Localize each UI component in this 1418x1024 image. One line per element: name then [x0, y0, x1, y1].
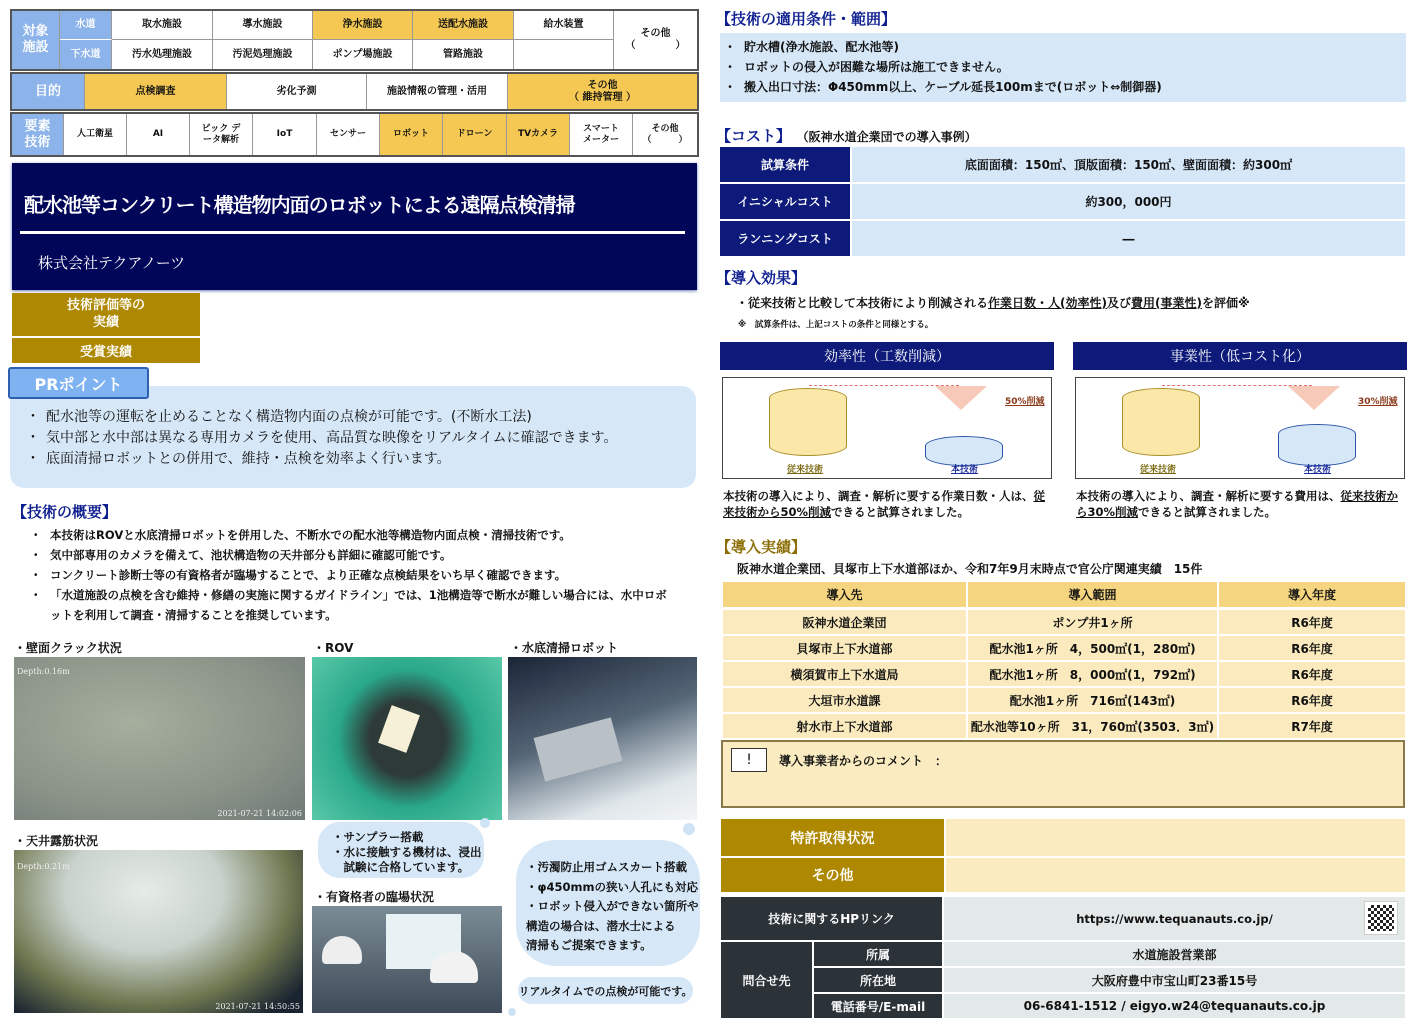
table-row: [723, 609, 1405, 634]
element-tech-item: センサー: [317, 114, 380, 155]
wall-crack-photo: [14, 657, 305, 820]
reduction-arrow-icon: [935, 386, 987, 410]
award-label: 受賞実績: [12, 338, 200, 363]
effect-text-underline: 従来技術から30%削減: [1076, 489, 1398, 519]
element-tech-item: 人工衛星: [64, 114, 127, 155]
cost-row-value: 約300，000円: [852, 184, 1405, 219]
table-row: [723, 661, 1405, 686]
pr-item: ・ 気中部と水中部は異なる専用カメラを使用、高品質な映像をリアルタイムに確認できます。: [26, 428, 617, 449]
effect-intro-underline: 作業日数・人(効率性): [988, 296, 1107, 310]
bubble-dot: [480, 818, 490, 828]
callout-line: 構造の場合は、潜水士による: [526, 918, 676, 933]
water-item: 送配水施設: [413, 11, 514, 40]
cost-row-label: 試算条件: [720, 147, 850, 182]
purpose-item: 施設情報の管理・活用: [367, 74, 508, 109]
pr-item: ・ 底面清掃ロボットとの併用で、維持・点検を効率よく行います。: [26, 449, 617, 470]
callout-line: ・ロボット侵入ができない箇所や: [526, 899, 699, 913]
result-client: 貝塚市上下水道部: [723, 636, 968, 660]
cleaner-photo-label: ・水底清掃ロボット: [510, 641, 619, 655]
helmet: [322, 936, 362, 964]
old-tech-cylinder: [769, 388, 847, 456]
effect-intro-text: ・従来技術と比較して本技術により削減される: [736, 296, 989, 310]
element-other-paren: （ ）: [642, 134, 688, 145]
comment-box: [721, 740, 1405, 808]
target-other: [614, 11, 697, 69]
qr-code-icon: [1365, 902, 1397, 934]
pr-list: [26, 407, 617, 470]
water-item: 浄水施設: [313, 11, 413, 40]
old-tech-label: 従来技術: [1140, 465, 1177, 475]
target-label: 対象施設: [12, 11, 60, 69]
result-client: 射水市上下水道部: [723, 714, 968, 738]
rov-callout: [318, 822, 484, 878]
overview-list: [30, 525, 670, 625]
conditions-heading: 【技術の適用条件・範囲】: [716, 10, 897, 28]
old-tech-label: 従来技術: [787, 465, 824, 475]
conditions-list: [724, 37, 1162, 97]
page-title: 配水池等コンクリート構造物内面のロボットによる遠隔点検清掃: [24, 193, 575, 217]
result-year: R6年度: [1291, 693, 1333, 708]
new-tech-label: 本技術: [951, 465, 979, 475]
purpose-item: 劣化予測: [227, 74, 367, 109]
sewer-item: 汚水処理施設: [112, 40, 213, 69]
callout-line: ・φ450mmの狭い人孔にも対応: [526, 879, 698, 894]
contact-row-label: 所属: [814, 942, 942, 966]
result-client: 大垣市水道課: [723, 688, 968, 712]
callout-line: 試験に合格しています。: [332, 860, 470, 874]
column-header: 導入年度: [1287, 588, 1336, 602]
cost-row-value: ―: [852, 221, 1405, 256]
effect-text: 本技術の導入により、調査・解析に要する費用は、: [1076, 489, 1341, 503]
robot-body: [534, 717, 623, 781]
effect-heading: 【導入効果】: [716, 269, 807, 287]
result-year: R6年度: [1291, 615, 1333, 630]
purpose-other-label: その他: [587, 79, 618, 91]
new-tech-label: 本技術: [1304, 465, 1332, 475]
ceiling-depth: Depth:0.21m: [17, 862, 70, 871]
callout-line: ・水に接触する機材は、浸出: [332, 845, 482, 859]
effect-intro-text: 及び: [1107, 296, 1132, 310]
hp-link-label: 技術に関するHPリンク: [721, 897, 942, 940]
bubble-dot: [508, 1008, 516, 1016]
cost-row-label: ランニングコスト: [720, 221, 850, 256]
hp-link-url[interactable]: https://www.tequanauts.co.jp/: [1076, 911, 1273, 926]
element-tech-item: ドローン: [443, 114, 507, 155]
rov-photo: [312, 657, 502, 820]
effect-intro-text: を評価※: [1202, 296, 1250, 310]
sewer-item: 管路施設: [413, 40, 514, 69]
pr-point-tab: PRポイント: [8, 367, 149, 399]
effect-chart: [722, 377, 1052, 479]
effect-text: できると試算されました。: [831, 505, 970, 519]
result-year: R7年度: [1291, 719, 1333, 734]
patent-value: [946, 819, 1405, 856]
purpose-other: [508, 74, 697, 109]
contact-label: 問合せ先: [721, 942, 812, 1018]
result-client: 阪神水道企業団: [723, 610, 968, 634]
company-name: 株式会社テクアノーツ: [38, 254, 186, 272]
realtime-callout: リアルタイムでの点検が可能です。: [518, 977, 693, 1004]
result-scope: ポンプ井1ヶ所: [968, 610, 1219, 634]
effect-note: ※ 試算条件は、上記コストの条件と同様とする。: [738, 320, 934, 330]
effect-intro-underline: 費用(事業性): [1131, 296, 1202, 310]
target-other-label: その他: [640, 28, 671, 39]
result-scope: 配水池1ヶ所 4，500㎡(1，280㎡): [968, 636, 1219, 660]
effect-description: [1076, 488, 1406, 520]
water-label: 水道: [60, 11, 112, 40]
ceiling-timestamp: 2021-07-21 14:50:55: [215, 1002, 300, 1011]
cost-subheading: （阪神水道企業団での導入事例）: [796, 130, 977, 144]
inspector-photo: [312, 906, 502, 1013]
callout-line: 清掃もご提案できます。: [526, 938, 652, 952]
crack-photo-label: ・壁面クラック状況: [14, 641, 122, 655]
other-value: [946, 858, 1405, 892]
patent-label: 特許取得状況: [721, 819, 944, 856]
reduction-arrow-icon: [1288, 386, 1340, 410]
results-summary: 阪神水道企業団、貝塚市上下水道部ほか、令和7年9月末時点で官公庁関連実績 15件: [737, 562, 1203, 576]
effect-panel-title: 事業性（低コスト化）: [1073, 342, 1407, 370]
element-tech-item: IoT: [253, 114, 317, 155]
cost-heading-row: [716, 125, 977, 146]
title-divider: [20, 231, 685, 234]
effect-intro: [736, 294, 1250, 311]
callout-line: ・汚濁防止用ゴムスカート搭載: [526, 860, 687, 874]
water-item: 給水装置: [514, 11, 614, 40]
bubble-dot: [683, 823, 695, 835]
overview-item: ・ 「水道施設の点検を含む維持・修繕の実施に関するガイドライン」では、1池構造等で断水が難しい場合には、水中ロボットを利用して調査・清掃することを推奨しています。: [30, 585, 670, 625]
cleaner-callout: [516, 840, 700, 966]
purpose-item: 点検調査: [85, 74, 227, 109]
element-tech-item: ロボット: [380, 114, 443, 155]
element-tech-item: TVカメラ: [507, 114, 570, 155]
sewer-item: ポンプ場施設: [313, 40, 413, 69]
result-scope: 配水池1ヶ所 716㎡(143㎡): [968, 688, 1219, 712]
title-banner: [12, 163, 697, 290]
effect-text: できると試算されました。: [1138, 505, 1277, 519]
purpose-label: 目的: [12, 74, 85, 109]
overview-heading: 【技術の概要】: [12, 503, 118, 521]
overview-item: ・ コンクリート診断士等の有資格者が臨場することで、より正確な点検結果をいち早く確認できます。: [30, 565, 670, 585]
column-header: 導入先: [723, 582, 968, 607]
pr-item: ・ 配水池等の運転を止めることなく構造物内面の点検が可能です。(不断水工法): [26, 407, 617, 428]
water-item: 取水施設: [112, 11, 213, 40]
condition-item: ・ 搬入出口寸法：Φ450mm以上、ケーブル延長100mまで(ロボット⇔制御器): [724, 77, 1162, 97]
hp-link-cell: [944, 897, 1405, 940]
table-row: [723, 635, 1405, 660]
table-row: [723, 713, 1405, 738]
result-scope: 配水池1ヶ所 8，000㎡(1，792㎡): [968, 662, 1219, 686]
element-tech-item: AI: [127, 114, 190, 155]
inspector-photo-label: ・有資格者の臨場状況: [314, 890, 435, 904]
results-header-row: [723, 582, 1405, 607]
cost-row-label: イニシャルコスト: [720, 184, 850, 219]
cost-heading: 【コスト】: [716, 127, 792, 145]
condition-item: ・ 貯水槽(浄水施設、配水池等): [724, 37, 1162, 57]
cost-row-value: 底面面積：150㎡、頂版面積：150㎡、壁面面積：約300㎡: [852, 147, 1405, 182]
effect-chart: [1075, 377, 1405, 479]
contact-row-value: 大阪府豊中市宝山町23番15号: [944, 968, 1405, 992]
tech-eval-label: 技術評価等の実績: [12, 293, 200, 336]
condition-item: ・ ロボットの侵入が困難な場所は施工できません。: [724, 57, 1162, 77]
rov-light: [378, 705, 420, 753]
result-year: R6年度: [1291, 641, 1333, 656]
element-other-label: その他: [651, 123, 679, 134]
contact-row-value: 水道施設営業部: [944, 942, 1405, 966]
contact-row-label: 所在地: [814, 968, 942, 992]
callout-line: ・サンプラー搭載: [332, 830, 424, 844]
contact-row-label: 電話番号/E-mail: [814, 994, 942, 1018]
old-tech-cylinder: [1122, 388, 1200, 456]
ceiling-rebar-photo: [14, 850, 303, 1013]
result-client: 横須賀市上下水道局: [723, 662, 968, 686]
contact-row-value: 06-6841-1512 / eigyo.w24@tequanauts.co.jp: [944, 994, 1405, 1018]
effect-panel-title: 効率性（工数削減）: [720, 342, 1054, 370]
target-other-paren: （ ）: [625, 40, 686, 51]
result-year: R6年度: [1291, 667, 1333, 682]
elements-label: 要素技術: [12, 114, 64, 155]
purpose-other-detail: （ 維持管理 ）: [569, 91, 636, 103]
element-tech-other: [633, 114, 697, 155]
new-tech-cylinder: [1278, 424, 1356, 466]
cleaning-robot-photo: [508, 657, 697, 820]
ceiling-photo-label: ・天井露筋状況: [14, 834, 99, 848]
rov-photo-label: ・ROV: [313, 641, 354, 655]
results-heading: 【導入実績】: [716, 538, 807, 556]
comment-label: 導入事業者からのコメント ：: [779, 754, 948, 768]
effect-text: 本技術の導入により、調査・解析に要する作業日数・人は、: [723, 489, 1034, 503]
sewer-item: 汚泥処理施設: [213, 40, 313, 69]
reduction-label: 50%削減: [1005, 397, 1045, 407]
element-tech-item: スマート メーター: [570, 114, 633, 155]
crack-depth: Depth:0.16m: [17, 667, 70, 676]
other-label: その他: [721, 858, 944, 892]
alert-speech-icon: !: [731, 748, 767, 772]
reduction-label: 30%削減: [1358, 397, 1398, 407]
water-item: 導水施設: [213, 11, 313, 40]
sewer-item-empty: [514, 40, 614, 69]
result-scope: 配水池等10ヶ所 31，760㎡(3503．3㎡): [968, 714, 1219, 738]
overview-item: ・ 本技術はROVと水底清掃ロボットを併用した、不断水での配水池等構造物内面点検・清掃技術です。: [30, 525, 670, 545]
overview-item: ・ 気中部専用のカメラを備えて、池状構造物の天井部分も詳細に確認可能です。: [30, 545, 670, 565]
column-header: 導入範囲: [968, 582, 1219, 607]
effect-text-underline: 従来技術から50%削減: [723, 489, 1045, 519]
sewer-label: 下水道: [60, 40, 112, 69]
table-row: [723, 687, 1405, 712]
crack-timestamp: 2021-07-21 14:02:06: [217, 809, 302, 818]
effect-description: [723, 488, 1053, 520]
element-tech-item: ビック データ解析: [190, 114, 253, 155]
